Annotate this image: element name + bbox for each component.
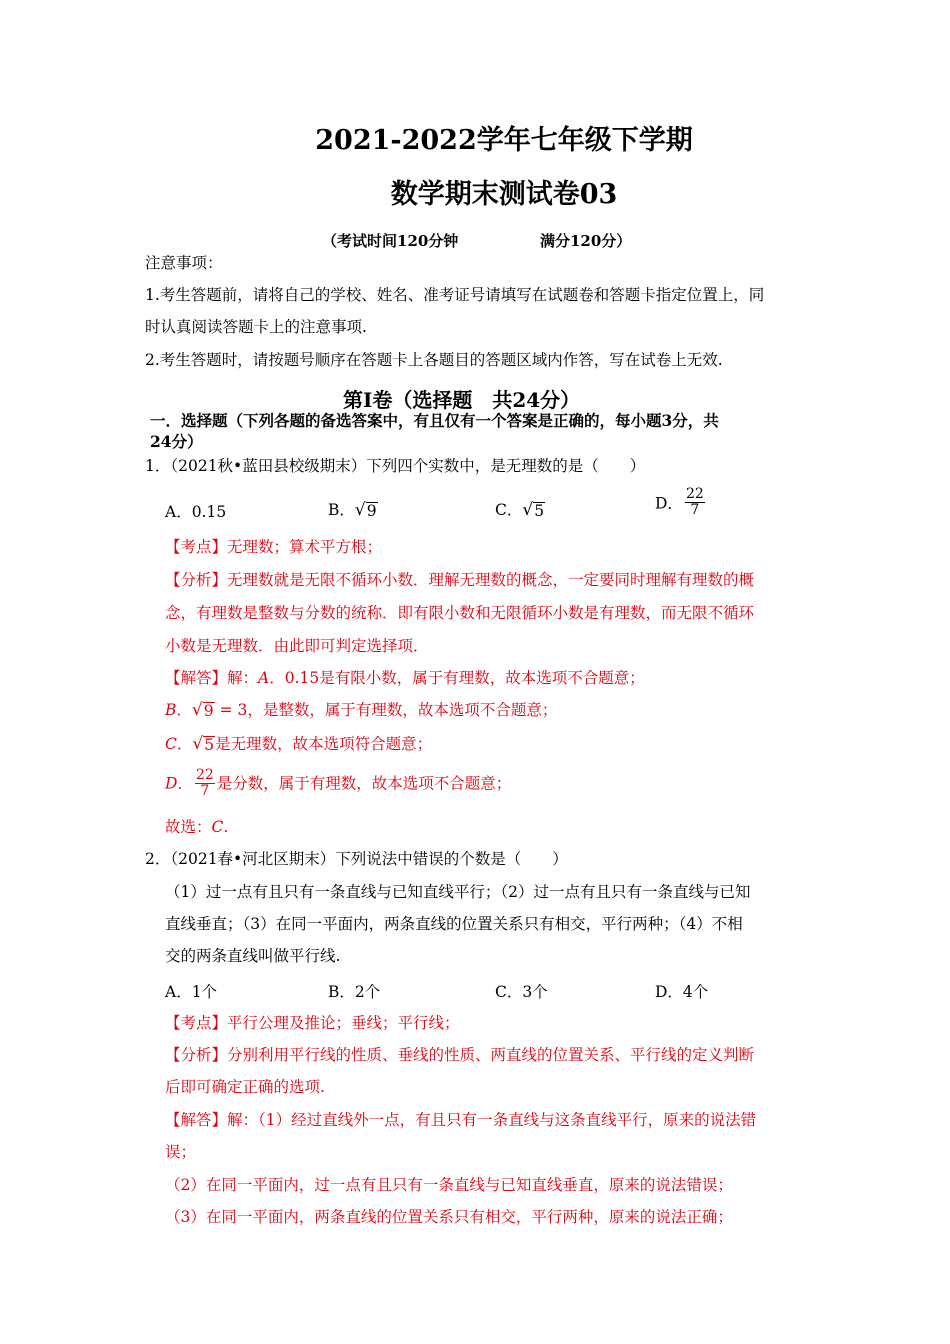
q1-option-d-label: D． — [655, 494, 683, 513]
q1-jieda-a — [165, 668, 645, 688]
q1-fenxi-text-1: 无理数就是无限不循环小数．理解无理数的概念，一定要同时理解有理数的概 — [227, 571, 755, 589]
q1-jieda-b-radicand: 9 — [203, 702, 214, 720]
q1-choose-letter: C — [211, 818, 224, 836]
q1-option-d-numerator: 22 — [685, 486, 704, 502]
q1-choose-prefix: 故选： — [165, 818, 212, 836]
fenxi-tag: 【分析】 — [165, 571, 228, 589]
q2-kaodian-text: 平行公理及推论；垂线；平行线； — [227, 1014, 460, 1032]
q1-jieda-d-letter: D — [165, 774, 178, 793]
q2-kaodian — [165, 1013, 460, 1033]
q1-jieda-b-equals: = 3 — [214, 701, 248, 719]
kaodian-tag: 【考点】 — [165, 1014, 228, 1032]
fraction — [195, 768, 215, 799]
q1-jieda-d — [165, 768, 511, 799]
q1-jieda-a-text: ．0.15是有限小数，属于有理数，故本选项不合题意； — [269, 669, 645, 687]
sqrt-symbol: √ 5 — [522, 500, 545, 520]
q2-fenxi-text-1: 分别利用平行线的性质、垂线的性质、两直线的位置关系、平行线的定义判断 — [227, 1046, 755, 1064]
q1-kaodian-text: 无理数；算术平方根； — [227, 538, 383, 556]
sqrt-symbol: √ 9 — [354, 500, 377, 520]
q2-option-a: A．1个 — [165, 983, 218, 1001]
title-line2: 数学期末测试卷03 — [390, 179, 618, 210]
sqrt-symbol: √ 5 — [192, 734, 215, 754]
q1-jieda-c — [165, 734, 432, 754]
part-title: 第Ⅰ卷（选择题 共24分） — [343, 388, 581, 412]
kaodian-tag: 【考点】 — [165, 538, 228, 556]
q2-fenxi-line-1 — [165, 1045, 754, 1065]
q1-jieda-c-dot: ． — [176, 735, 193, 753]
q1-jieda-c-radicand: 5 — [204, 736, 215, 754]
q1-fenxi-line-3: 小数是无理数．由此即可判定选择项． — [165, 637, 429, 655]
q1-option-b-radicand: 9 — [366, 502, 377, 520]
q2-body-line-3: 交的两条直线叫做平行线. — [165, 947, 341, 965]
q1-jieda-a-letter: A — [258, 669, 270, 687]
q1-option-c — [495, 498, 545, 520]
q1-jieda-d-numerator: 22 — [195, 767, 214, 783]
q1-jieda-c-text: 是无理数，故本选项符合题意； — [215, 735, 433, 753]
q1-choose-suffix: . — [223, 818, 229, 836]
jieda-tag: 【解答】 — [165, 1111, 228, 1129]
question-1-stem: 1．（2021秋•蓝田县校级期末）下列四个实数中，是无理数的是（ ） — [145, 457, 646, 475]
q1-kaodian — [165, 537, 382, 557]
q2-option-b: B．2个 — [328, 983, 381, 1001]
q1-jieda-c-letter: C — [165, 735, 177, 753]
question-2-stem: 2．（2021春•河北区期末）下列说法中错误的个数是（ ） — [145, 850, 568, 868]
q1-fenxi-line-2: 念，有理数是整数与分数的统称．即有限小数和无限循环小数是有理数，而无限不循环 — [165, 604, 755, 622]
section-heading-line-1: 一．选择题（下列各题的备选答案中，有且仅有一个答案是正确的，每小题3分，共 — [150, 411, 719, 430]
q1-option-c-radicand: 5 — [534, 502, 545, 520]
q1-option-a: A．0.15 — [165, 503, 227, 521]
notes-heading: 注意事项： — [145, 254, 223, 272]
q2-option-d: D．4个 — [655, 983, 709, 1001]
q2-jieda-text-1: 解：（1）经过直线外一点，有且只有一条直线与这条直线平行，原来的说法错 — [227, 1111, 757, 1129]
q1-option-d — [655, 487, 707, 518]
sqrt-symbol: √ 9 — [191, 700, 214, 720]
q1-jieda-b-text: ，是整数，属于有理数，故本选项不合题意； — [247, 701, 558, 719]
note-1-line-2: 时认真阅读答题卡上的注意事项. — [145, 318, 367, 336]
q2-jieda-line-3: （2）在同一平面内，过一点有且只有一条直线与已知直线垂直，原来的说法错误； — [165, 1176, 733, 1194]
full-score: 满分120分） — [540, 232, 632, 250]
jieda-tag: 【解答】 — [165, 669, 228, 687]
fenxi-tag: 【分析】 — [165, 1046, 228, 1064]
q1-option-c-label: C． — [495, 501, 523, 519]
q2-body-line-2: 直线垂直；（3）在同一平面内，两条直线的位置关系只有相交，平行两种；（4）不相 — [165, 915, 743, 933]
q1-fenxi-line-1 — [165, 570, 754, 590]
q2-body-line-1: （1）过一点有且只有一条直线与已知直线平行；（2）过一点有且只有一条直线与已知 — [165, 883, 751, 901]
q1-jieda-b-dot: ． — [176, 701, 192, 719]
section-heading-line-2: 24分） — [150, 432, 203, 451]
q1-option-d-denominator: 7 — [690, 502, 700, 518]
q1-option-b — [328, 498, 378, 520]
q1-choose — [165, 817, 228, 837]
q1-jieda-b-letter: B — [165, 701, 177, 719]
q2-jieda-line-2: 误； — [165, 1143, 197, 1161]
q1-option-b-label: B． — [328, 501, 355, 519]
q2-option-c: C．3个 — [495, 983, 548, 1001]
q1-jieda-d-dot: ． — [177, 774, 193, 793]
exam-time: （考试时间120分钟 — [322, 232, 459, 250]
fraction — [685, 487, 705, 518]
note-2: 2.考生答题时，请按题号顺序在答题卡上各题目的答题区域内作答，写在试卷上无效. — [145, 351, 723, 369]
q1-jieda-b — [165, 700, 557, 720]
q2-jieda-line-1 — [165, 1110, 756, 1130]
q2-fenxi-line-2: 后即可确定正确的选项. — [165, 1078, 325, 1096]
note-1-line-1: 1.考生答题前，请将自己的学校、姓名、准考证号请填写在试题卷和答题卡指定位置上，同 — [145, 286, 765, 304]
q1-jieda-d-denominator: 7 — [200, 783, 210, 799]
q1-jieda-d-text: 是分数，属于有理数，故本选项不合题意； — [216, 774, 512, 793]
q2-jieda-line-4: （3）在同一平面内，两条直线的位置关系只有相交，平行两种，原来的说法正确； — [165, 1208, 733, 1226]
q1-jieda-prefix: 解： — [227, 669, 259, 687]
title-line1: 2021-2022学年七年级下学期 — [315, 125, 693, 156]
